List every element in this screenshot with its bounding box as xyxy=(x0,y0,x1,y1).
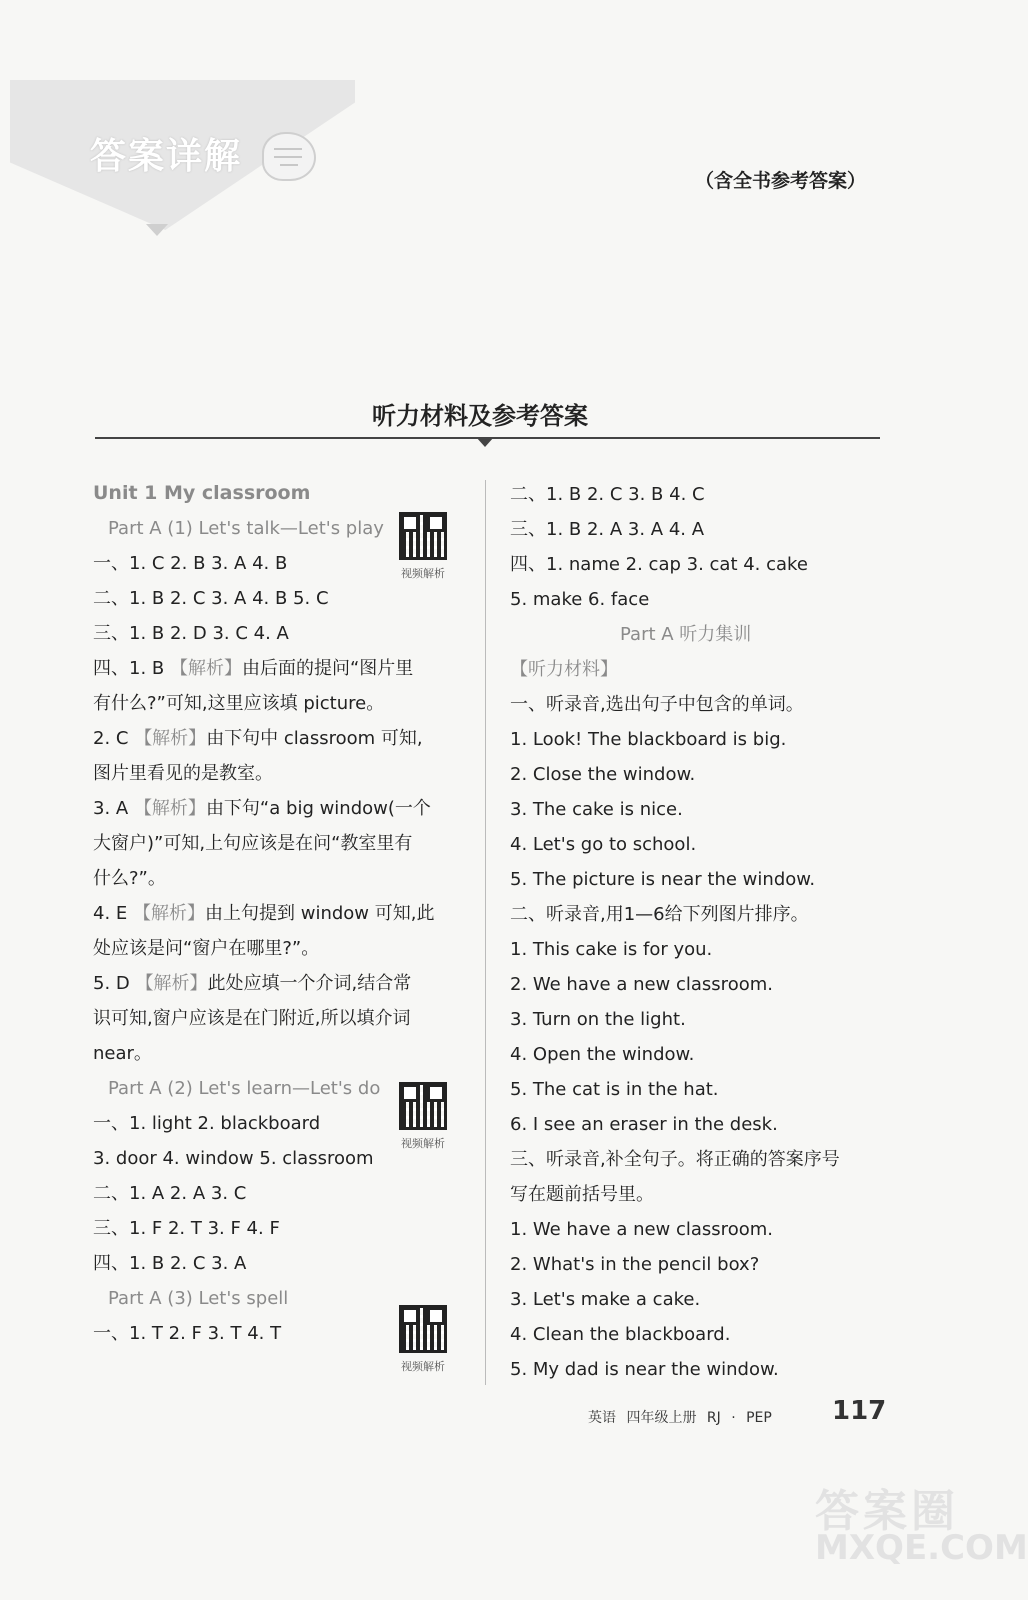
line-text: 3. Let's make a cake. xyxy=(510,1289,701,1310)
right-text-line xyxy=(510,932,890,967)
line-text: Part A (3) Let's spell xyxy=(108,1288,289,1309)
qr-code-icon[interactable] xyxy=(399,1305,447,1353)
line-text: 大窗户)”可知,上句应该是在问“教室里有 xyxy=(93,833,413,854)
left-column xyxy=(93,476,473,1351)
right-text-line xyxy=(510,547,890,582)
page-number: 117 xyxy=(832,1396,887,1426)
line-text: 4. Let's go to school. xyxy=(510,834,697,855)
line-text: Part A (2) Let's learn—Let's do xyxy=(108,1078,381,1099)
line-text: 图片里看见的是教室。 xyxy=(93,763,273,784)
column-divider xyxy=(485,480,486,1385)
qr-code-icon[interactable] xyxy=(399,1082,447,1130)
line-text: 1. Look! The blackboard is big. xyxy=(510,729,787,750)
line-text: 四、1. name 2. cap 3. cat 4. cake xyxy=(510,554,808,575)
line-text: 处应该是问“窗户在哪里?”。 xyxy=(93,938,320,959)
line-text: 二、听录音,用1—6给下列图片排序。 xyxy=(510,904,809,925)
left-text-line xyxy=(93,1036,473,1071)
line-text: 1. We have a new classroom. xyxy=(510,1219,773,1240)
right-text-line xyxy=(510,827,890,862)
line-text: 一、听录音,选出句子中包含的单词。 xyxy=(510,694,804,715)
right-text-line xyxy=(510,512,890,547)
section-rule-pointer-icon xyxy=(476,437,494,447)
left-text-line xyxy=(93,651,473,686)
line-text: 5. D xyxy=(93,973,136,994)
right-text-line xyxy=(510,1142,890,1177)
right-text-line xyxy=(510,862,890,897)
line-text-rest: 由上句提到 window 可知,此 xyxy=(205,903,435,924)
line-text: 3. Turn on the light. xyxy=(510,1009,686,1030)
banner-decoration-icon xyxy=(262,132,316,181)
right-text-line xyxy=(510,1107,890,1142)
line-text: near。 xyxy=(93,1043,152,1064)
watermark-logo: 答案圈 xyxy=(815,1486,959,1537)
line-text: 一、1. T 2. F 3. T 4. T xyxy=(93,1323,282,1344)
right-text-line xyxy=(510,1352,890,1387)
analysis-tag: 【解析】 xyxy=(169,658,242,679)
qr-code-icon[interactable] xyxy=(399,512,447,560)
line-text: Part A 听力集训 xyxy=(620,624,752,645)
qr-label: 视频解析 xyxy=(401,1360,445,1373)
line-text-rest: 此处应填一个介词,结合常 xyxy=(207,973,412,994)
left-text-line xyxy=(93,1246,473,1281)
right-text-line xyxy=(510,1002,890,1037)
left-text-line xyxy=(93,1001,473,1036)
right-text-line xyxy=(510,1317,890,1352)
line-text: 2. C xyxy=(93,728,135,749)
line-text: 写在题前括号里。 xyxy=(510,1184,654,1205)
left-text-line xyxy=(93,791,473,826)
left-text-line xyxy=(93,721,473,756)
subtitle: （含全书参考答案） xyxy=(695,170,867,192)
line-text: 3. door 4. window 5. classroom xyxy=(93,1148,374,1169)
line-text: 识可知,窗户应该是在门附近,所以填介词 xyxy=(93,1008,411,1029)
line-text: 2. What's in the pencil box? xyxy=(510,1254,760,1275)
right-text-line xyxy=(510,967,890,1002)
line-text: 5. make 6. face xyxy=(510,589,650,610)
left-text-line xyxy=(93,896,473,931)
right-text-line xyxy=(510,1177,890,1212)
right-text-line xyxy=(510,617,890,652)
right-text-line xyxy=(510,1282,890,1317)
line-text: 二、1. B 2. C 3. B 4. C xyxy=(510,484,705,505)
line-text: 6. I see an eraser in the desk. xyxy=(510,1114,778,1135)
right-text-line xyxy=(510,652,890,687)
section-title: 听力材料及参考答案 xyxy=(372,402,588,430)
line-text: Part A (1) Let's talk—Let's play xyxy=(108,518,384,539)
right-text-line xyxy=(510,792,890,827)
line-text: 一、1. light 2. blackboard xyxy=(93,1113,321,1134)
line-text: 一、1. C 2. B 3. A 4. B xyxy=(93,553,288,574)
left-text-line xyxy=(93,686,473,721)
right-text-line xyxy=(510,1212,890,1247)
line-text: 4. Open the window. xyxy=(510,1044,695,1065)
footer-book-info: 英语 四年级上册 RJ · PEP xyxy=(588,1410,772,1426)
line-text: 3. The cake is nice. xyxy=(510,799,683,820)
banner-title: 答案详解 xyxy=(90,136,243,177)
line-text: 5. My dad is near the window. xyxy=(510,1359,779,1380)
right-text-line xyxy=(510,897,890,932)
line-text: 三、1. B 2. A 3. A 4. A xyxy=(510,519,705,540)
line-text: 什么?”。 xyxy=(93,868,166,889)
line-text-rest: 由下句中 classroom 可知, xyxy=(206,728,423,749)
right-text-line xyxy=(510,1072,890,1107)
line-text: 三、1. F 2. T 3. F 4. F xyxy=(93,1218,280,1239)
right-text-line xyxy=(510,477,890,512)
line-text: 【听力材料】 xyxy=(510,659,618,680)
qr-label: 视频解析 xyxy=(401,1137,445,1150)
right-text-line xyxy=(510,722,890,757)
line-text: 四、1. B xyxy=(93,658,170,679)
watermark-url: MXQE.COM xyxy=(815,1528,1028,1568)
analysis-tag: 【解析】 xyxy=(135,973,208,994)
left-text-line xyxy=(93,826,473,861)
left-text-line xyxy=(93,756,473,791)
left-text-line xyxy=(93,581,473,616)
line-text: 2. We have a new classroom. xyxy=(510,974,773,995)
left-text-line xyxy=(93,616,473,651)
line-text: 三、1. B 2. D 3. C 4. A xyxy=(93,623,289,644)
analysis-tag: 【解析】 xyxy=(133,798,206,819)
left-text-line xyxy=(93,476,473,511)
right-text-line xyxy=(510,757,890,792)
line-text: 5. The picture is near the window. xyxy=(510,869,816,890)
line-text: 4. E xyxy=(93,903,133,924)
analysis-tag: 【解析】 xyxy=(134,728,207,749)
right-text-line xyxy=(510,687,890,722)
line-text: 4. Clean the blackboard. xyxy=(510,1324,731,1345)
banner-pointer-icon xyxy=(146,224,168,236)
left-text-line xyxy=(93,1176,473,1211)
left-text-line xyxy=(93,861,473,896)
right-text-line xyxy=(510,1247,890,1282)
left-text-line xyxy=(93,1211,473,1246)
line-text: 5. The cat is in the hat. xyxy=(510,1079,719,1100)
line-text-rest: 由下句“a big window(一个 xyxy=(205,798,431,819)
line-text: 2. Close the window. xyxy=(510,764,696,785)
line-text: 有什么?”可知,这里应该填 picture。 xyxy=(93,693,385,714)
line-text: 三、听录音,补全句子。将正确的答案序号 xyxy=(510,1149,840,1170)
line-text-rest: 由后面的提问“图片里 xyxy=(241,658,414,679)
line-text: 四、1. B 2. C 3. A xyxy=(93,1253,247,1274)
line-text: 二、1. A 2. A 3. C xyxy=(93,1183,247,1204)
line-text: 1. This cake is for you. xyxy=(510,939,713,960)
right-column xyxy=(510,477,890,1387)
line-text: 3. A xyxy=(93,798,134,819)
left-text-line xyxy=(93,966,473,1001)
right-text-line xyxy=(510,1037,890,1072)
line-text: Unit 1 My classroom xyxy=(93,482,311,504)
line-text: 二、1. B 2. C 3. A 4. B 5. C xyxy=(93,588,329,609)
qr-label: 视频解析 xyxy=(401,567,445,580)
right-text-line xyxy=(510,582,890,617)
left-text-line xyxy=(93,931,473,966)
analysis-tag: 【解析】 xyxy=(133,903,205,924)
